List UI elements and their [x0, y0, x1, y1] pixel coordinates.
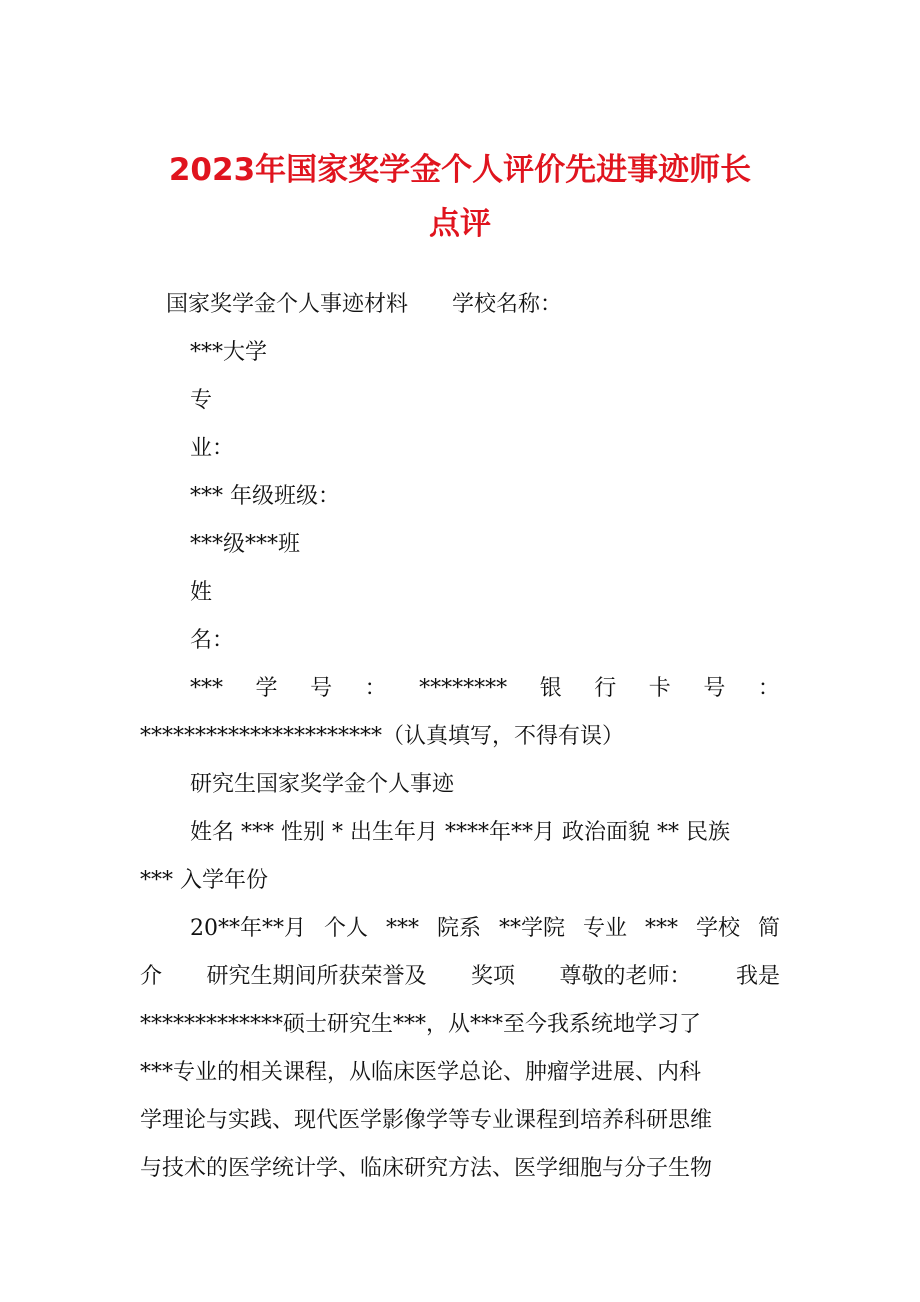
materials-label-line: 国家奖学金个人事迹材料 学校名称：	[166, 292, 563, 317]
row-token: 行	[594, 676, 617, 701]
para-token: 学校	[695, 916, 740, 941]
name-label-part-2: 名：	[190, 628, 235, 653]
row-token: 学	[255, 676, 278, 701]
section-heading: 研究生国家奖学金个人事迹	[190, 772, 455, 797]
grade-class-value: ***级***班	[190, 532, 301, 557]
para-token: 介	[140, 964, 163, 989]
paragraph-line: *************硕士研究生***，从***至今我系统地学习了	[140, 1012, 702, 1037]
personal-info-line-2: *** 入学年份	[140, 868, 268, 893]
school-name-value: ***大学	[190, 340, 268, 365]
para-token: 奖项	[470, 964, 515, 989]
bank-card-value-line: **********************（认真填写，不得有误）	[140, 724, 625, 749]
row-token: ********	[419, 676, 508, 701]
grade-class-label: *** 年级班级：	[190, 484, 340, 509]
row-token: ：	[364, 676, 387, 701]
row-token: 号	[703, 676, 726, 701]
major-label-part-1: 专	[190, 388, 213, 413]
para-token: 我是	[735, 964, 780, 989]
para-token: 研究生期间所获荣誉及	[206, 964, 427, 989]
paragraph-line: 学理论与实践、现代医学影像学等专业课程到培养科研思维	[140, 1108, 713, 1133]
student-id-bank-card-row	[190, 674, 780, 704]
document-title-line-1: 2023年国家奖学金个人评价先进事迹师长	[168, 152, 752, 188]
name-label-part-1: 姓	[190, 580, 213, 605]
para-token: 简	[757, 916, 780, 941]
personal-info-line-1: 姓名 *** 性别 * 出生年月 ****年**月 政治面貌 ** 民族	[190, 820, 730, 845]
para-token: 尊敬的老师：	[559, 964, 692, 989]
row-token: ***	[190, 676, 223, 701]
para-token: 20**年**月	[190, 916, 306, 941]
paragraph-line: 与技术的医学统计学、临床研究方法、医学细胞与分子生物	[140, 1156, 713, 1181]
document-title-line-2: 点评	[429, 206, 491, 242]
para-token: ***	[644, 916, 678, 941]
row-token: 号	[310, 676, 333, 701]
para-token: **学院	[498, 916, 565, 941]
para-token: 院系	[436, 916, 481, 941]
paragraph-row-1	[190, 914, 780, 944]
paragraph-row-2	[140, 962, 780, 992]
row-token: 卡	[648, 676, 671, 701]
para-token: 专业	[582, 916, 627, 941]
paragraph-line: ***专业的相关课程，从临床医学总论、肿瘤学进展、内科	[140, 1060, 702, 1085]
row-token: ：	[757, 676, 780, 701]
major-label-part-2: 业：	[190, 436, 235, 461]
row-token: 银	[539, 676, 562, 701]
para-token: ***	[385, 916, 419, 941]
para-token: 个人	[323, 916, 368, 941]
